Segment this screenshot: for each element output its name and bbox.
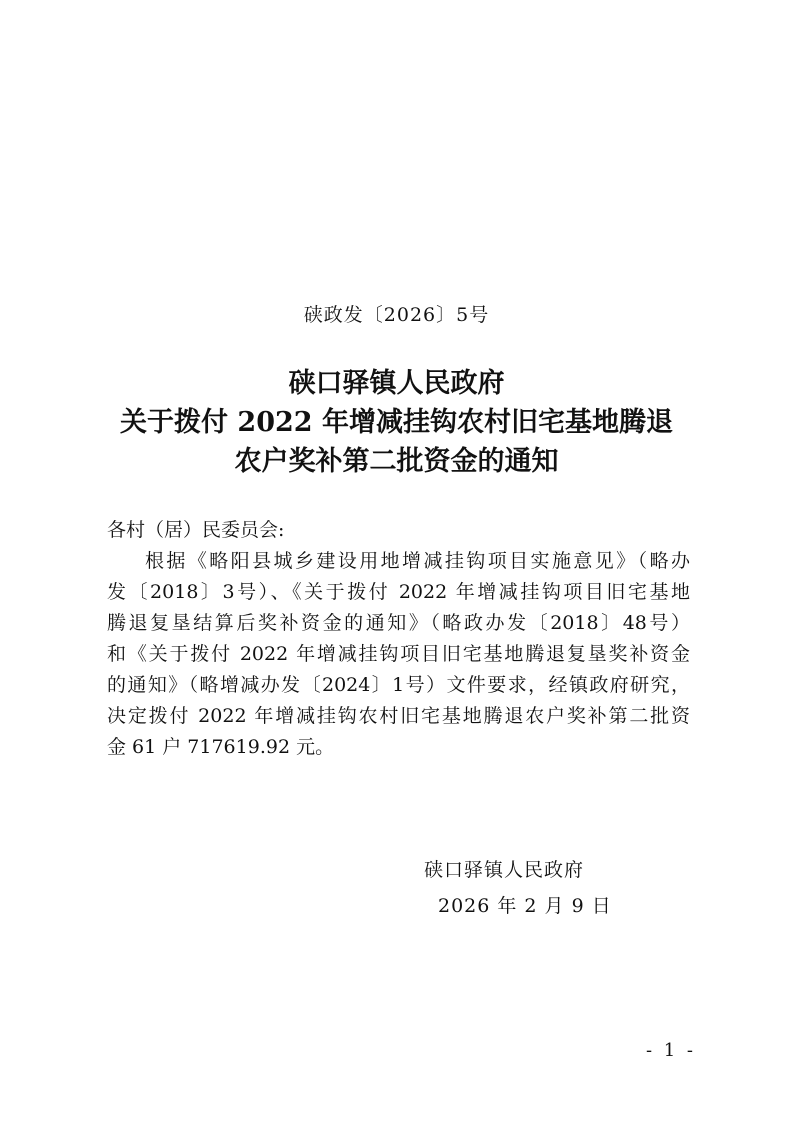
signature-organization: 硖口驿镇人民政府 (424, 859, 585, 881)
body-line: 的通知》（略增减办发〔2024〕1号）文件要求，经镇政府研究， (107, 674, 690, 696)
document-body (107, 515, 690, 763)
body-line: 金 61 户 717619.92 元。 (107, 736, 335, 758)
document-number: 硖政发〔2026〕5号 (303, 304, 490, 326)
signature-date: 2026 年 2 月 9 日 (438, 895, 612, 917)
body-line: 和《关于拨付 2022 年增减挂钩项目旧宅基地腾退复垦奖补资金 (107, 643, 690, 665)
body-line: 根据《略阳县城乡建设用地增减挂钩项目实施意见》（略办 (145, 550, 690, 572)
signature-block (424, 852, 612, 924)
body-paragraph (107, 546, 690, 763)
title-line: 硖口驿镇人民政府 (288, 368, 505, 399)
body-line: 发〔2018〕3号）、《关于拨付 2022 年增减挂钩项目旧宅基地 (107, 581, 690, 603)
body-line: 腾退复垦结算后奖补资金的通知》（略政办发〔2018〕48号） (107, 612, 690, 634)
page-number: - 1 - (645, 1040, 696, 1061)
title-line: 关于拨付 2022 年增减挂钩农村旧宅基地腾退 (120, 407, 673, 438)
body-line: 决定拨付 2022 年增减挂钩农村旧宅基地腾退农户奖补第二批资 (107, 705, 690, 727)
document-title (0, 364, 793, 481)
title-line: 农户奖补第二批资金的通知 (234, 446, 559, 477)
salutation: 各村（居）民委员会: (107, 519, 285, 541)
